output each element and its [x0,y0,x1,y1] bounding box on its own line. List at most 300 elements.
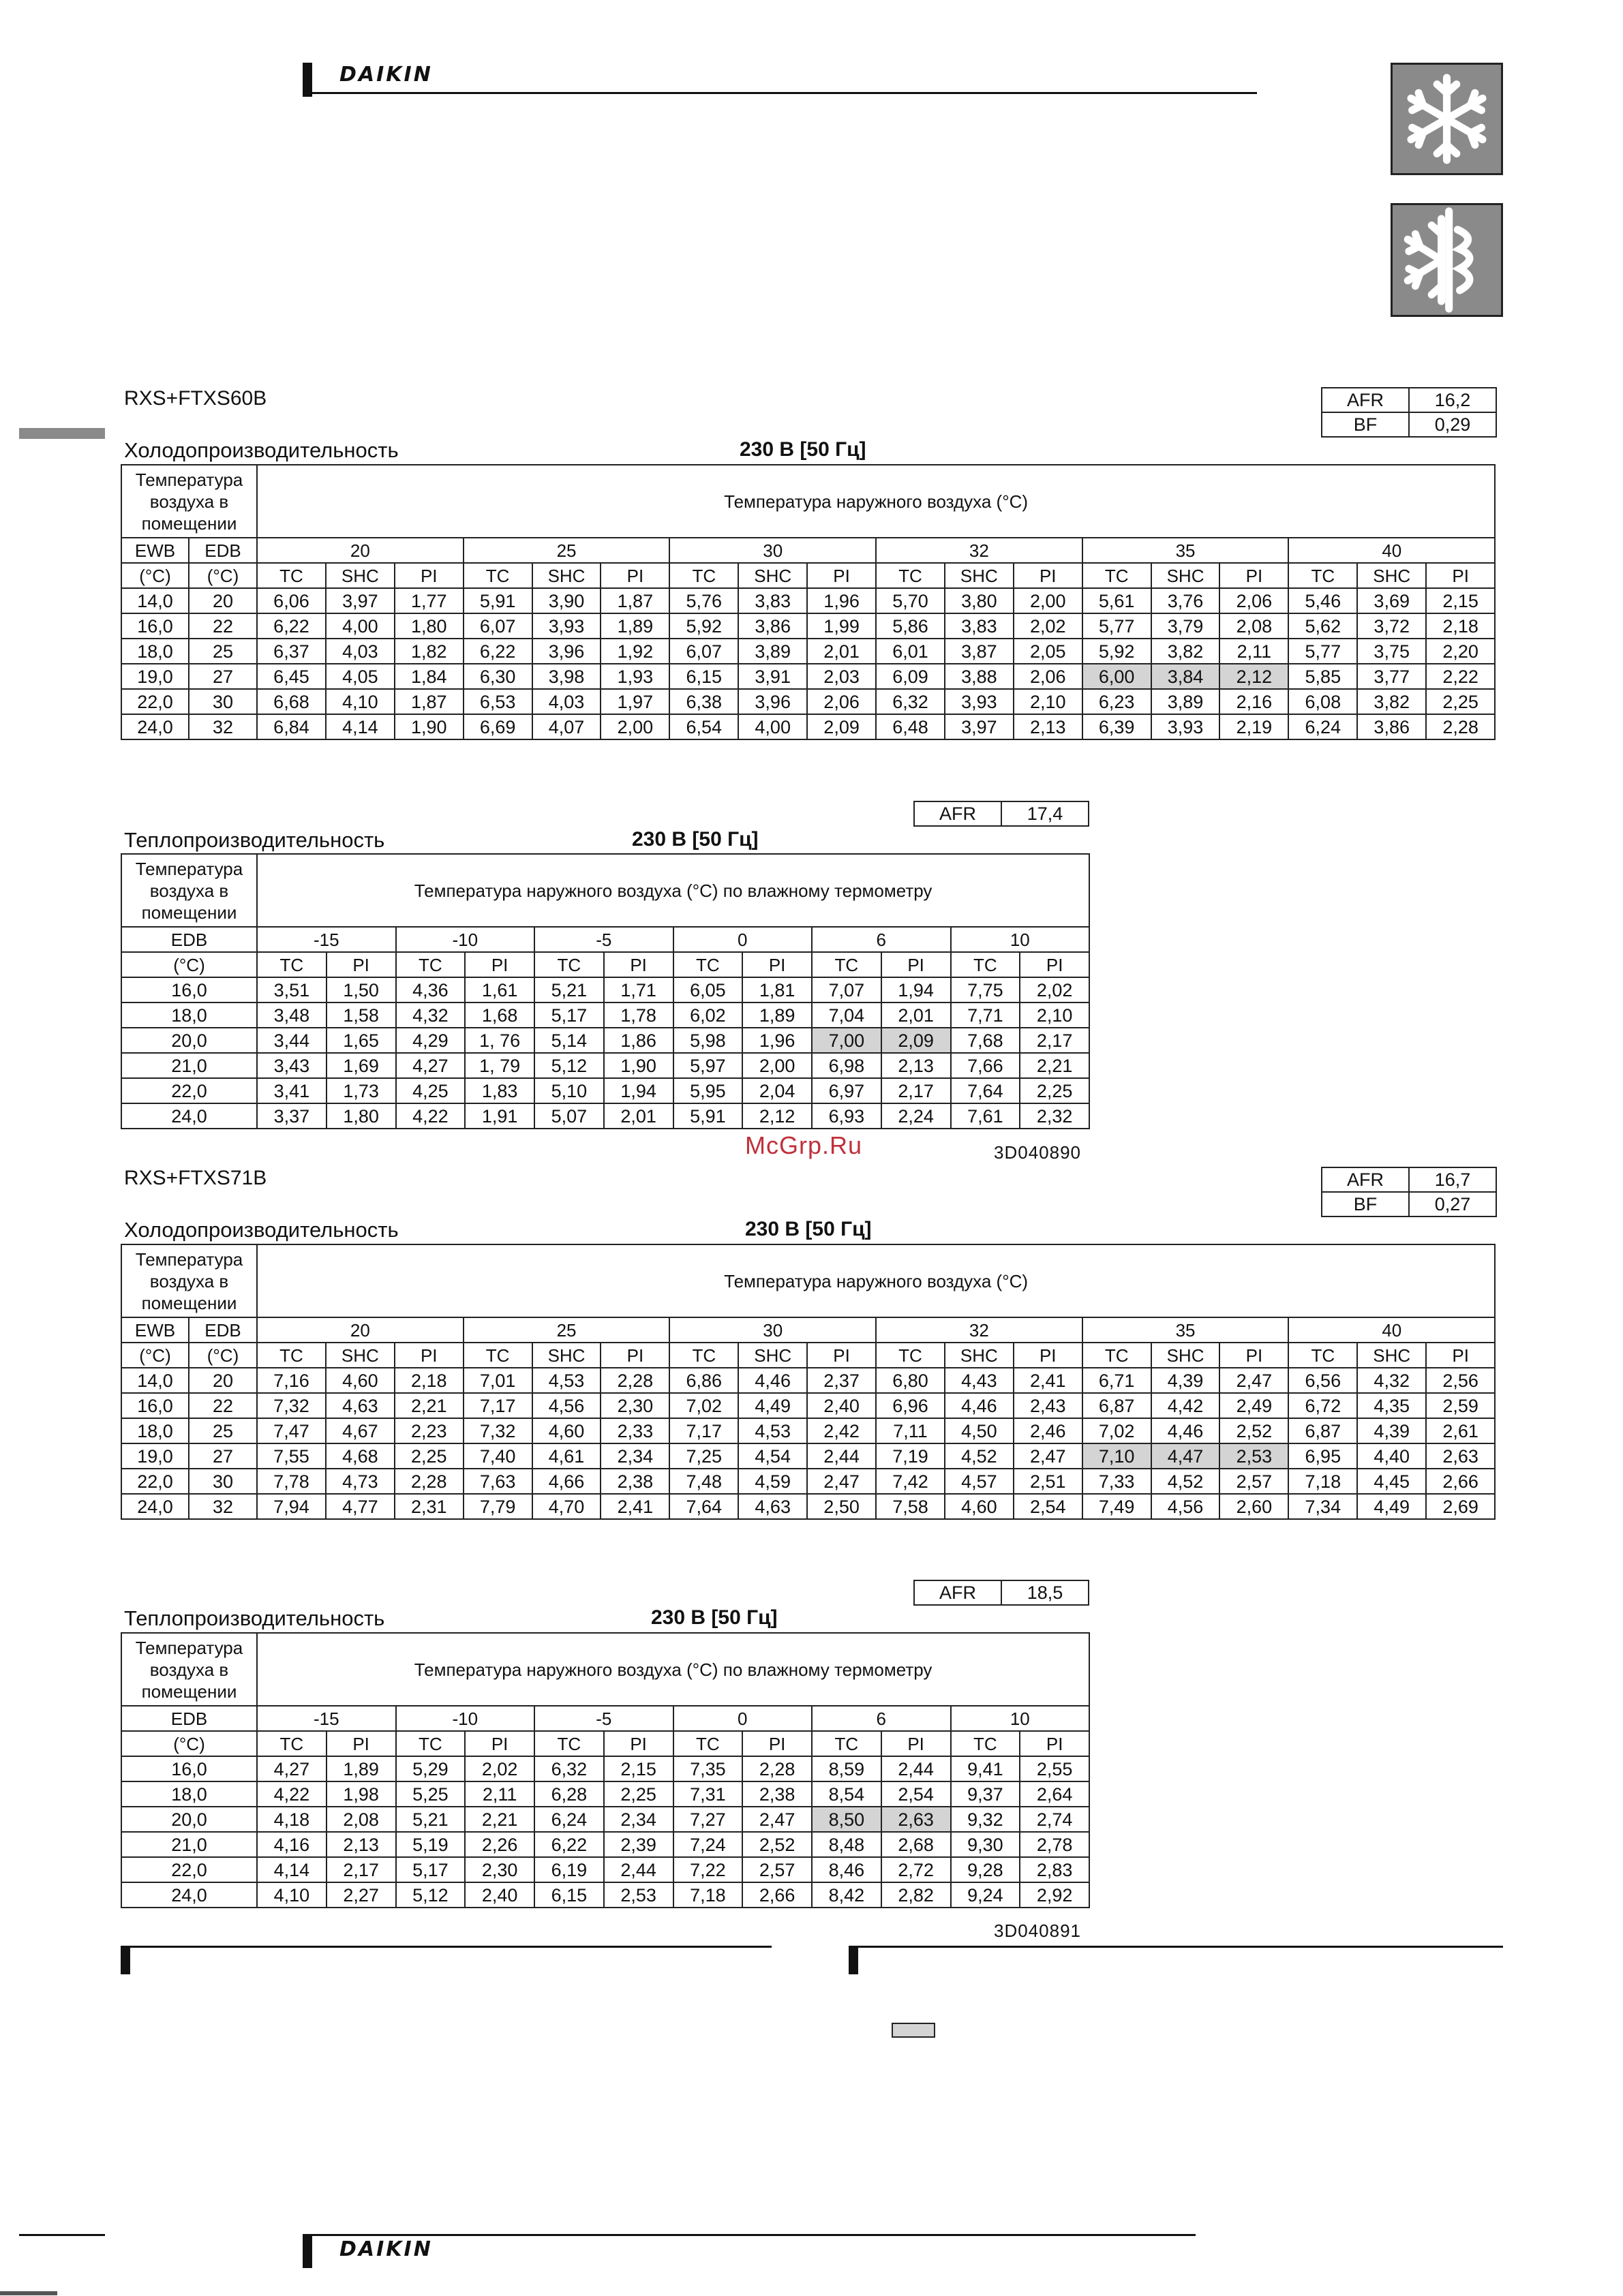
table-cell: 2,08 [327,1807,396,1832]
table-cell: 2,18 [1426,613,1495,639]
table-cell: 22,0 [121,1469,189,1494]
header-row [121,854,1089,927]
afr-table [913,801,1089,827]
table-cell: 3,84 [1151,664,1220,689]
table-cell: 1, 79 [465,1053,534,1078]
table-cell: 2,47 [1014,1443,1082,1469]
table-cell: 1,96 [807,588,876,613]
table-cell: 20 [257,538,464,563]
table-cell: 2,47 [742,1807,812,1832]
table-row [121,1368,1495,1393]
table-cell: 4,70 [532,1494,601,1519]
table-cell: 6 [812,1706,951,1731]
table-cell: SHC [532,563,601,588]
table-cell: 2,40 [807,1393,876,1418]
table-cell: 2,13 [327,1832,396,1857]
table-cell: 6,07 [464,613,532,639]
table-cell: PI [601,563,669,588]
table-cell: 7,61 [951,1103,1020,1129]
table-row [121,639,1495,664]
table-cell: 1,92 [601,639,669,664]
table-cell: 3,44 [257,1028,327,1053]
table-cell: 4,63 [326,1393,395,1418]
table-cell: 6 [812,927,951,952]
table-cell: 2,41 [1014,1368,1082,1393]
table-cell: 5,46 [1288,588,1357,613]
table-cell: 8,59 [812,1756,881,1781]
header-row [121,1731,1089,1756]
table-cell: 18,0 [121,639,189,664]
table-row [121,1807,1089,1832]
table-cell: 6,24 [1288,714,1357,739]
table-cell: 4,27 [257,1756,327,1781]
table-cell: 9,37 [951,1781,1020,1807]
table-cell: 2,53 [604,1882,673,1908]
table-cell: PI [465,1731,534,1756]
table-cell: SHC [326,1343,395,1368]
table-cell: 2,25 [395,1443,464,1469]
table-cell: 1,80 [395,613,464,639]
table-cell: 3,96 [532,639,601,664]
table-cell: 5,21 [396,1807,466,1832]
header-row [121,1244,1495,1317]
table-cell: 3,93 [532,613,601,639]
drawing-code: 3D040890 [994,1142,1081,1163]
table-cell: 1,61 [465,977,534,1002]
table-cell: PI [327,952,396,977]
table-cell: 24,0 [121,1103,257,1129]
table-cell: 3,72 [1357,613,1426,639]
table-cell: PI [604,1731,673,1756]
table-cell: 2,30 [601,1393,669,1418]
table-cell: 2,38 [601,1469,669,1494]
header-rule [303,92,1257,94]
table-cell: 3,77 [1357,664,1426,689]
table-cell: 2,69 [1426,1494,1495,1519]
table-cell: 2,52 [742,1832,812,1857]
afr-table [913,1580,1089,1606]
bf-value: 0,29 [1409,412,1496,437]
table-cell: 4,22 [257,1781,327,1807]
table-cell: (°C) [121,1343,189,1368]
table-cell: Температура наружного воздуха (°C) [257,1244,1495,1317]
table-cell: 3,89 [738,639,807,664]
table-cell: 24,0 [121,1494,189,1519]
table-cell: 7,64 [951,1078,1020,1103]
table-cell: 3,75 [1357,639,1426,664]
table-cell: -5 [534,1706,673,1731]
table-cell: 6,24 [534,1807,604,1832]
table-row [121,1028,1089,1053]
table-cell: 2,72 [881,1857,951,1882]
table-cell: 5,70 [876,588,945,613]
table-cell: 1,93 [601,664,669,689]
table-cell: 5,76 [669,588,738,613]
table-cell: 6,48 [876,714,945,739]
table-cell: -10 [396,927,535,952]
table-cell: 1,78 [604,1002,673,1028]
table-cell: 4,42 [1151,1393,1220,1418]
table-cell: 6,86 [669,1368,738,1393]
table-cell: 6,38 [669,689,738,714]
table-cell: PI [881,952,951,977]
table-cell: 4,77 [326,1494,395,1519]
table-cell: 2,21 [1020,1053,1089,1078]
table-cell: SHC [1357,563,1426,588]
table-cell: 1,80 [327,1103,396,1129]
afr-label: AFR [1322,1167,1409,1192]
header-row [121,952,1089,977]
afr-bf-table [1321,387,1497,438]
table-cell: (°C) [121,1731,257,1756]
table-cell: 8,54 [812,1781,881,1807]
bottom-left-rule [19,2234,105,2236]
table-cell: 25 [464,538,670,563]
table-cell: 19,0 [121,1443,189,1469]
table-cell: 2,15 [604,1756,673,1781]
table-cell: 4,27 [396,1053,466,1078]
table-cell: 6,08 [1288,689,1357,714]
header-row [121,465,1495,538]
table-cell: 4,73 [326,1469,395,1494]
table-cell: (°C) [121,952,257,977]
table-cell: 5,77 [1082,613,1151,639]
table-cell: 5,91 [673,1103,743,1129]
table-cell: 6,01 [876,639,945,664]
table-cell: PI [327,1731,396,1756]
table-cell: 5,77 [1288,639,1357,664]
table-cell: 2,00 [742,1053,812,1078]
table-cell: 25 [189,639,257,664]
table-cell: 2,63 [881,1807,951,1832]
table-cell: Температура воздуха в помещении [121,1244,257,1317]
table-cell: TC [257,952,327,977]
table-cell: 3,86 [1357,714,1426,739]
table-cell: 2,10 [1014,689,1082,714]
table-cell: 3,41 [257,1078,327,1103]
table-cell: 6,80 [876,1368,945,1393]
header-row [121,1706,1089,1731]
table-cell: 4,22 [396,1103,466,1129]
table-cell: 1,86 [604,1028,673,1053]
table-cell: 6,97 [812,1078,881,1103]
table-cell: 7,68 [951,1028,1020,1053]
model-title: RXS+FTXS71B [124,1167,267,1189]
table-cell: 6,32 [876,689,945,714]
header-row [121,538,1495,563]
table-cell: 1,97 [601,689,669,714]
table-cell: 2,31 [395,1494,464,1519]
table-cell: EWB [121,1317,189,1343]
table-cell: 2,51 [1014,1469,1082,1494]
table-cell: 3,82 [1151,639,1220,664]
table-cell: TC [673,1731,743,1756]
table-cell: 3,37 [257,1103,327,1129]
table-cell: 22,0 [121,1078,257,1103]
cooling-title: Холодопроизводительность [124,438,399,462]
table-cell: 4,32 [1357,1368,1426,1393]
table-row [121,1078,1089,1103]
table-cell: 2,40 [465,1882,534,1908]
table-row [121,1103,1089,1129]
table-cell: PI [1014,1343,1082,1368]
table-cell: 5,92 [1082,639,1151,664]
table-cell: SHC [945,1343,1014,1368]
table-cell: TC [951,1731,1020,1756]
table-cell: 2,21 [465,1807,534,1832]
table-cell: 3,76 [1151,588,1220,613]
table-cell: -10 [396,1706,535,1731]
table-row [121,1002,1089,1028]
heating-title: Теплопроизводительность [124,1606,385,1630]
table-cell: Температура наружного воздуха (°C) по влажному термометру [257,1633,1089,1706]
footer-right-marker [849,1946,858,1974]
footer-left-rule [121,1946,772,1948]
table-cell: 3,51 [257,977,327,1002]
table-row [121,1756,1089,1781]
table-row [121,977,1089,1002]
table-cell: TC [812,952,881,977]
table-cell: 2,50 [807,1494,876,1519]
table-cell: TC [673,952,743,977]
table-cell: 7,10 [1082,1443,1151,1469]
table-cell: 35 [1082,1317,1289,1343]
table-cell: PI [395,1343,464,1368]
table-cell: 5,97 [673,1053,743,1078]
table-cell: 5,10 [534,1078,604,1103]
table-cell: 2,21 [395,1393,464,1418]
table-cell: 2,41 [601,1494,669,1519]
table-cell: PI [1426,563,1495,588]
table-cell: 2,13 [881,1053,951,1078]
table-row [121,1882,1089,1908]
table-cell: 1,77 [395,588,464,613]
table-cell: 2,28 [395,1469,464,1494]
table-cell: 3,90 [532,588,601,613]
table-cell: 7,25 [669,1443,738,1469]
table-cell: 2,44 [604,1857,673,1882]
table-row [121,1053,1089,1078]
table-cell: 2,02 [465,1756,534,1781]
table-cell: 4,45 [1357,1469,1426,1494]
table-cell: 2,20 [1426,639,1495,664]
table-cell: 6,05 [673,977,743,1002]
table-cell: 2,01 [807,639,876,664]
table-cell: 2,28 [742,1756,812,1781]
table-cell: 4,35 [1357,1393,1426,1418]
table-cell: 6,07 [669,639,738,664]
table-cell: 4,46 [945,1393,1014,1418]
table-cell: 6,96 [876,1393,945,1418]
heating-table [121,853,1090,1129]
table-cell: 1,58 [327,1002,396,1028]
cooling-title: Холодопроизводительность [124,1218,399,1242]
table-cell: 2,05 [1014,639,1082,664]
table-cell: 6,30 [464,664,532,689]
table-cell: 6,53 [464,689,532,714]
table-cell: 5,12 [396,1882,466,1908]
table-cell: 2,59 [1426,1393,1495,1418]
table-cell: 6,69 [464,714,532,739]
table-cell: 7,00 [812,1028,881,1053]
table-row [121,1857,1089,1882]
table-cell: 3,82 [1357,689,1426,714]
table-cell: 22 [189,613,257,639]
table-cell: 20 [189,588,257,613]
table-cell: 20,0 [121,1028,257,1053]
table-cell: 4,54 [738,1443,807,1469]
table-cell: 2,25 [604,1781,673,1807]
table-cell: 4,39 [1357,1418,1426,1443]
table-cell: 3,80 [945,588,1014,613]
table-cell: 5,17 [396,1857,466,1882]
table-cell: 7,31 [673,1781,743,1807]
snowflake-icon [1391,63,1503,175]
table-cell: PI [1014,563,1082,588]
table-cell: 2,60 [1219,1494,1288,1519]
table-cell: 4,57 [945,1469,1014,1494]
table-cell: 6,19 [534,1857,604,1882]
table-cell: 6,06 [257,588,326,613]
table-cell: 20,0 [121,1807,257,1832]
table-cell: 2,82 [881,1882,951,1908]
table-cell: 2,37 [807,1368,876,1393]
table-cell: 4,03 [532,689,601,714]
table-cell: 4,10 [257,1882,327,1908]
table-cell: 2,06 [1014,664,1082,689]
table-cell: 40 [1288,538,1495,563]
table-cell: 4,56 [1151,1494,1220,1519]
afr-value: 16,2 [1409,388,1496,412]
table-cell: (°C) [189,1343,257,1368]
table-cell: 2,01 [881,1002,951,1028]
bf-label: BF [1322,412,1409,437]
table-cell: 5,21 [534,977,604,1002]
table-cell: TC [257,1731,327,1756]
table-cell: 7,17 [669,1418,738,1443]
table-cell: 4,39 [1151,1368,1220,1393]
table-cell: 3,69 [1357,588,1426,613]
table-cell: 2,02 [1014,613,1082,639]
cooling-table [121,1244,1496,1520]
table-cell: 2,00 [1014,588,1082,613]
table-cell: 6,37 [257,639,326,664]
table-cell: 7,34 [1288,1494,1357,1519]
table-cell: 2,19 [1219,714,1288,739]
table-cell: 9,28 [951,1857,1020,1882]
table-cell: 6,28 [534,1781,604,1807]
table-cell: 4,60 [326,1368,395,1393]
table-cell: 4,43 [945,1368,1014,1393]
table-cell: 4,10 [326,689,395,714]
table-cell: 1,87 [395,689,464,714]
table-cell: 6,54 [669,714,738,739]
table-cell: 21,0 [121,1053,257,1078]
table-cell: 7,32 [257,1393,326,1418]
footer-left-marker [121,1946,130,1974]
table-cell: TC [534,952,604,977]
table-cell: 2,17 [881,1078,951,1103]
table-cell: 4,53 [532,1368,601,1393]
table-cell: 7,75 [951,977,1020,1002]
table-cell: 2,39 [604,1832,673,1857]
table-cell: 22 [189,1393,257,1418]
table-cell: 7,17 [464,1393,532,1418]
table-cell: 5,86 [876,613,945,639]
table-cell: 4,47 [1151,1443,1220,1469]
table-cell: 4,00 [326,613,395,639]
table-cell: 4,52 [1151,1469,1220,1494]
table-cell: 7,55 [257,1443,326,1469]
table-cell: 5,25 [396,1781,466,1807]
header-row [121,1343,1495,1368]
table-cell: 7,02 [1082,1418,1151,1443]
table-cell: 4,56 [532,1393,601,1418]
table-row [121,1393,1495,1418]
heating-table [121,1632,1090,1908]
table-cell: 0 [673,1706,813,1731]
table-cell: 1,71 [604,977,673,1002]
table-cell: 4,59 [738,1469,807,1494]
table-cell: SHC [738,1343,807,1368]
table-cell: 7,22 [673,1857,743,1882]
table-cell: 4,40 [1357,1443,1426,1469]
table-cell: 7,66 [951,1053,1020,1078]
table-cell: 32 [876,538,1082,563]
table-cell: EDB [189,1317,257,1343]
header-row [121,1317,1495,1343]
table-cell: 2,66 [742,1882,812,1908]
table-cell: 3,93 [945,689,1014,714]
table-cell: 4,25 [396,1078,466,1103]
table-cell: 6,32 [534,1756,604,1781]
table-cell: PI [1020,952,1089,977]
table-cell: 6,22 [257,613,326,639]
table-cell: 5,95 [673,1078,743,1103]
drawing-code: 3D040891 [994,1920,1081,1941]
table-cell: 4,03 [326,639,395,664]
afr-label: AFR [1322,388,1409,412]
table-cell: 30 [189,1469,257,1494]
table-cell: 2,30 [465,1857,534,1882]
table-row [121,1781,1089,1807]
table-cell: 4,07 [532,714,601,739]
table-cell: 7,40 [464,1443,532,1469]
table-cell: 2,53 [1219,1443,1288,1469]
table-cell: 3,97 [945,714,1014,739]
table-cell: 6,72 [1288,1393,1357,1418]
table-cell: 2,27 [327,1882,396,1908]
table-cell: 2,33 [601,1418,669,1443]
table-cell: 20 [189,1368,257,1393]
table-cell: 2,78 [1020,1832,1089,1857]
table-cell: 7,33 [1082,1469,1151,1494]
table-cell: 1,89 [327,1756,396,1781]
table-cell: 2,09 [807,714,876,739]
table-cell: 2,74 [1020,1807,1089,1832]
table-cell: 1,87 [601,588,669,613]
table-cell: 19,0 [121,664,189,689]
table-cell: TC [876,1343,945,1368]
table-cell: Температура наружного воздуха (°C) по влажному термометру [257,854,1089,927]
footer-bar-marker [303,2234,312,2268]
table-cell: 9,30 [951,1832,1020,1857]
afr-value: 16,7 [1409,1167,1496,1192]
table-row [121,1832,1089,1857]
table-cell: 24,0 [121,714,189,739]
table-cell: PI [742,1731,812,1756]
table-cell: SHC [326,563,395,588]
